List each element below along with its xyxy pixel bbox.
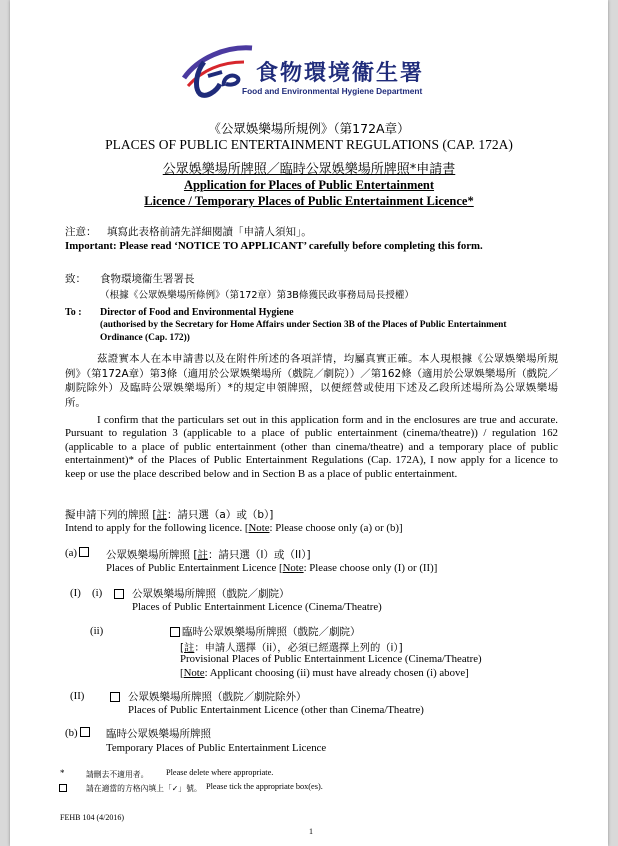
option-II-label: (II) (70, 690, 85, 702)
form-page (10, 0, 608, 846)
to-line2-zh: （根據《公眾娛樂場所條例》（第172章）第3B條獲民政事務局局長授權） (100, 290, 415, 301)
option-I-i-en: Places of Public Entertainment Licence (Cinema/Theatre) (132, 601, 382, 613)
option-b-zh: 臨時公眾娛樂場所牌照 (106, 728, 211, 740)
notice-label-zh: 注意： (65, 226, 97, 238)
footnote-star-en: Please delete where appropriate. (166, 768, 274, 777)
intend-zh: 擬申請下列的牌照 [註：請只選（a）或（b）] (65, 509, 274, 521)
option-II-en: Places of Public Entertainment Licence (other than Cinema/Theatre) (128, 704, 424, 716)
fehd-logo (178, 42, 438, 102)
footnote-star-zh: 請刪去不適用者。 (86, 770, 149, 779)
option-I-ii-note-zh: [註：申請人選擇（ii），必須已經選擇上列的（i）] (180, 642, 403, 654)
option-I-label: (I) (70, 587, 81, 599)
option-b-label: (b) (65, 727, 92, 739)
to-label-en: To : (65, 307, 82, 318)
page-number: 1 (309, 827, 313, 836)
form-title-en-line2: Licence / Temporary Places of Public Entertainment Licence* (144, 194, 474, 208)
declaration-zh: 茲證實本人在本申請書以及在附件所述的各項詳情，均屬真實正確。本人現根據《公眾娛樂場所規例》（第172A章）第3條（適用於公眾娛樂場所（戲院／劇院））／第162條（適用於公眾娛樂場所（戲院／劇院除外）及臨時公眾娛樂場所）*的規定申領牌照，以便經營或使用下述及乙段所述場所為公眾娛樂場所。 (65, 353, 558, 409)
form-code: FEHB 104 (4/2016) (60, 813, 124, 822)
option-I-ii-zh: 臨時公眾娛樂場所牌照（戲院／劇院） (182, 626, 361, 638)
logo-chinese-name: 食物環境衞生署 (256, 61, 425, 86)
regulation-title-en: PLACES OF PUBLIC ENTERTAINMENT REGULATIONS (CAP. 172A) (105, 137, 513, 152)
option-II-checkbox[interactable] (110, 692, 120, 702)
option-a-en: Places of Public Entertainment Licence [Note: Please choose only (I) or (II)] (106, 562, 438, 574)
option-I-ii-checkbox[interactable] (170, 627, 180, 637)
regulation-title-zh: 《公眾娛樂場所規例》（第172A章） (208, 121, 410, 136)
form-title-zh: 公眾娛樂場所牌照／臨時公眾娛樂場所牌照*申請書 (162, 162, 456, 177)
option-a-label: (a) (65, 547, 91, 559)
to-label-zh: 致： (65, 273, 86, 285)
to-line3-en: Ordinance (Cap. 172)) (100, 333, 190, 343)
option-a-checkbox[interactable] (79, 547, 89, 557)
option-I-i-label: (i) (92, 587, 103, 599)
footnote-box-zh: 請在適當的方格內填上「✓」號。 (86, 784, 202, 793)
option-I-ii-note-en: [Note: Applicant choosing (ii) must have already chosen (i) above] (180, 667, 469, 679)
option-a-zh: 公眾娛樂場所牌照 [註：請只選（I）或（II）] (106, 549, 311, 561)
form-title-en-line1: Application for Places of Public Entertainment (183, 178, 435, 192)
to-line2-en: (authorised by the Secretary for Home Affairs under Section 3B of the Places of Public Entertainment (100, 320, 507, 330)
option-I-ii-en: Provisional Places of Public Entertainment Licence (Cinema/Theatre) (180, 653, 482, 665)
declaration-en: I confirm that the particulars set out in this application form and in the enclosures are true and accurate. Pursuant to regulation 3 (applicable to a place of public entertainment (cinema/theatre)) / regulation 162 (applicable to a place of public entertainment (other than cinema/theatre) and a temporary place of public entertainment)* of the Places of Public Entertainment Regulations (Cap. 172A), I now apply for a licence to keep or use the place described below and in Section B as a place of public entertainment. (65, 414, 558, 480)
to-line1-en: Director of Food and Environmental Hygiene (100, 307, 294, 318)
footnote-box-icon (59, 784, 67, 792)
footnote-star-symbol: * (60, 768, 65, 778)
notice-text-en: Important: Please read ‘NOTICE TO APPLICANT’ carefully before completing this form. (65, 240, 483, 252)
option-b-checkbox[interactable] (80, 727, 90, 737)
option-b-en: Temporary Places of Public Entertainment Licence (106, 742, 327, 754)
notice-text-zh: 填寫此表格前請先詳細閱讀「申請人須知」。 (107, 226, 312, 238)
option-I-i-zh: 公眾娛樂場所牌照（戲院／劇院） (132, 588, 290, 600)
footnote-box-en: Please tick the appropriate box(es). (206, 782, 323, 791)
option-I-i-checkbox[interactable] (114, 589, 124, 599)
to-line1-zh: 食物環境衞生署署長 (100, 273, 195, 285)
option-II-zh: 公眾娛樂場所牌照（戲院／劇院除外） (128, 691, 307, 703)
logo-english-name: Food and Environmental Hygiene Department (242, 86, 423, 96)
intend-en: Intend to apply for the following licence. [Note: Please choose only (a) or (b)] (65, 522, 403, 534)
option-I-ii-label: (ii) (90, 625, 104, 637)
